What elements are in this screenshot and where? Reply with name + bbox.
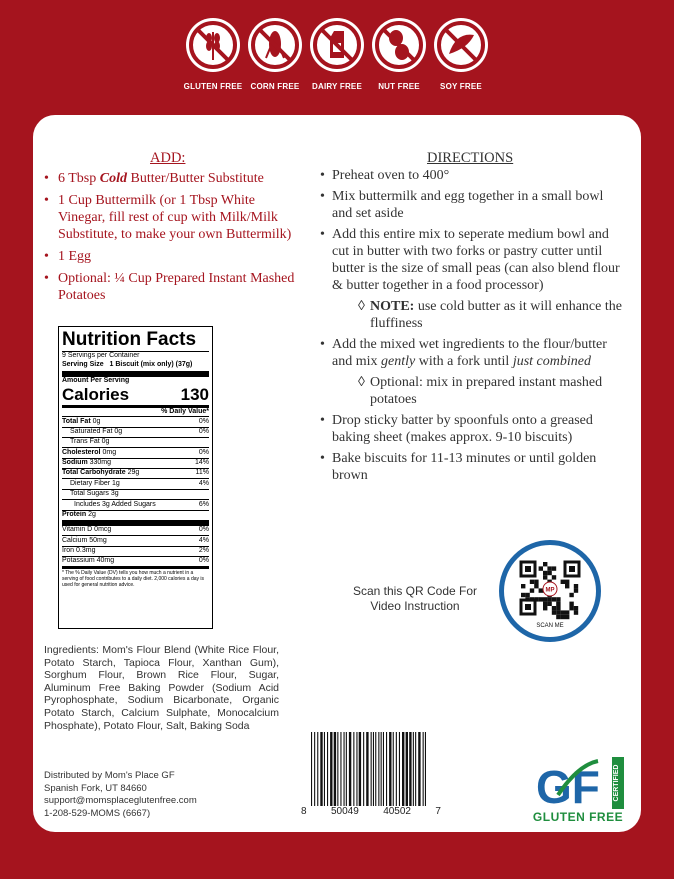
barcode-bar: [311, 732, 312, 806]
qr-module: [539, 597, 543, 601]
barcode-bar: [375, 732, 376, 806]
barcode-bar: [330, 732, 332, 806]
vitamin-row: [62, 526, 209, 535]
vitamin-rows: [62, 526, 209, 567]
add-list: [44, 170, 304, 309]
barcode-digit: 7: [435, 806, 441, 817]
step-text: Add the mixed wet ingredients to the flour/butter and mix: [332, 337, 607, 369]
distributor-line: Spanish Fork, UT 84660: [44, 782, 147, 794]
step-emphasis: gently: [381, 354, 416, 369]
vitamin-row: [62, 535, 209, 545]
qr-module: [530, 580, 534, 584]
serving-size-value: 1 Biscuit (mix only) (37g): [109, 360, 193, 368]
qr-module: [574, 606, 578, 610]
vitamin-dv: 0%: [198, 557, 209, 565]
nutrient-dv: 4%: [198, 479, 209, 487]
barcode-bar: [425, 732, 426, 806]
scan-me-label: SCAN ME: [536, 623, 564, 629]
nutrient-rows: [62, 416, 209, 520]
nutrient-dv: 0%: [198, 417, 209, 425]
qr-module: [561, 580, 565, 584]
nutrient-label: [62, 418, 100, 427]
nutrient-name: Protein: [62, 510, 87, 518]
barcode-bar: [393, 732, 394, 806]
qr-module: [543, 571, 547, 575]
nutrient-amount: 330mg: [89, 459, 112, 467]
nutrient-dv: 0%: [198, 448, 209, 456]
qr-module: [569, 593, 573, 597]
direction-step: • Add this entire mix to seperate medium bowl and cut in butter with two forks or pastry cutter until butter is the size of small peas (can also blend flour & butter together in a food processor): [320, 226, 625, 294]
qr-module: [530, 588, 534, 592]
direction-step: • Bake biscuits for 11-13 minutes or until golden brown: [320, 450, 625, 484]
nutrient-name: Dietary Fiber: [70, 479, 111, 487]
nutrient-label: [62, 459, 111, 468]
nut-free-badge: [368, 18, 430, 91]
barcode-bar: [399, 732, 400, 806]
vitamin-name: Iron: [62, 547, 75, 555]
nutrient-name: Cholesterol: [62, 448, 101, 456]
step-text: with a fork until: [415, 354, 513, 369]
nutrient-dv: 6%: [198, 500, 209, 508]
qr-code-badge[interactable]: [499, 540, 601, 642]
qr-center-logo: MP: [545, 587, 555, 594]
barcode-bar: [363, 732, 364, 806]
qr-module: [539, 588, 543, 592]
barcode-bar: [356, 732, 357, 806]
distributor-info: [44, 770, 197, 820]
qr-module: [556, 615, 560, 619]
barcode-bar: [334, 732, 336, 806]
nutrient-label: [62, 511, 96, 520]
nutrient-amount: 29g: [127, 469, 140, 477]
gluten-free-label: GLUTEN FREE: [532, 810, 624, 824]
nutrient-amount: 3g: [110, 490, 119, 498]
qr-module: [543, 575, 547, 579]
qr-module: [543, 606, 547, 610]
nutrient-label: [70, 480, 120, 489]
qr-module: [574, 584, 578, 588]
barcode-digit: 50049: [330, 806, 359, 817]
vitamin-label: [62, 557, 114, 566]
optional-text: Optional: mix in prepared instant mashed potatoes: [370, 375, 603, 407]
qr-module: [565, 580, 569, 584]
note-text: use cold butter as it will enhance the fluffiness: [370, 299, 622, 331]
vitamin-name: Vitamin D: [62, 526, 93, 534]
add-item-text: 6 Tbsp: [58, 171, 100, 186]
qr-module: [534, 584, 538, 588]
directions-list: [320, 167, 625, 488]
calories-value: 130: [180, 385, 209, 405]
nutrition-footnote: * The % Daily Value (DV) tells you how much a nutrient in a serving of food contributes to a daily diet. 2,000 calories a day is used for general nutrition advice.: [62, 570, 205, 589]
diamond-bullet: ◊: [358, 375, 365, 390]
barcode-bar: [423, 732, 424, 806]
qr-module: [561, 610, 565, 614]
qr-module: [552, 606, 556, 610]
add-item: • 1 Egg: [44, 248, 304, 265]
gluten-free-badge: [182, 18, 244, 91]
qr-module: [561, 615, 565, 619]
badge-label: SOY FREE: [440, 82, 482, 91]
barcode-bar: [378, 732, 379, 806]
nutrient-row: [62, 447, 209, 457]
note-label: NOTE:: [370, 299, 415, 314]
qr-module: [521, 593, 525, 597]
qr-module: [539, 566, 543, 570]
barcode-bar: [381, 732, 382, 806]
nutrient-row: [62, 510, 209, 520]
nutrient-name: Total Fat: [62, 417, 91, 425]
qr-module: [552, 566, 556, 570]
qr-module: [547, 602, 551, 606]
add-item-text: Butter/Butter Substitute: [126, 171, 264, 186]
barcode: [307, 732, 430, 806]
barcode-bar: [373, 732, 374, 806]
daily-value-header: % Daily Value*: [161, 407, 209, 415]
servings-per-container: 9 Servings per Container: [62, 352, 140, 359]
soybean-crossed-icon: [434, 18, 488, 72]
vitamin-dv: 2%: [198, 547, 209, 555]
barcode-bar: [396, 732, 397, 806]
step-emphasis: just combined: [512, 354, 591, 369]
vitamin-label: [62, 537, 107, 546]
nutrient-label: [70, 490, 119, 499]
barcode-bar: [402, 732, 404, 806]
barcode-bar: [320, 732, 322, 806]
qr-module: [556, 597, 560, 601]
direction-step: • Mix buttermilk and egg together in a small bowl and set aside: [320, 188, 625, 222]
peanut-crossed-icon: [372, 18, 426, 72]
nutrient-row: [62, 478, 209, 488]
vitamin-amount: 40mg: [96, 557, 115, 565]
nutrient-name: Trans Fat: [70, 438, 100, 446]
direction-step: [320, 336, 625, 370]
distributor-line: Distributed by Mom's Place GF: [44, 770, 175, 781]
nutrient-name: Sodium: [62, 459, 88, 467]
amount-per-serving: Amount Per Serving: [62, 377, 130, 385]
vitamin-amount: 0mcg: [94, 526, 112, 534]
diamond-bullet: ◊: [358, 299, 365, 314]
qr-module: [547, 597, 551, 601]
nutrient-name: Total Carbohydrate: [62, 469, 126, 477]
nutrient-name: Saturated Fat: [70, 427, 113, 435]
distributor-email: support@momsplaceglutenfree.com: [44, 795, 197, 807]
soy-free-badge: [430, 18, 492, 91]
vitamin-name: Potassium: [62, 557, 95, 565]
vitamin-amount: 0.3mg: [76, 547, 96, 555]
barcode-bar: [386, 732, 387, 806]
badge-label: NUT FREE: [378, 82, 420, 91]
add-title: ADD:: [150, 150, 186, 166]
qr-code-icon: [504, 545, 596, 637]
vitamin-dv: 4%: [198, 536, 209, 544]
nutrient-amount: 0g: [114, 427, 123, 435]
nutrition-facts-panel: [58, 326, 213, 629]
nutrient-amount: 0g: [101, 438, 110, 446]
barcode-bar: [314, 732, 315, 806]
badge-label: CORN FREE: [250, 82, 300, 91]
qr-caption: Scan this QR Code For Video Instruction: [352, 584, 478, 613]
barcode-bar: [371, 732, 372, 806]
barcode-bar: [409, 732, 411, 806]
barcode-bar: [389, 732, 391, 806]
barcode-bar: [340, 732, 341, 806]
qr-module: [556, 602, 560, 606]
qr-module: [547, 571, 551, 575]
qr-module: [547, 566, 551, 570]
nutrient-amount: 0g: [92, 417, 101, 425]
ingredients-text: Ingredients: Mom's Flour Blend (White Rice Flour, Potato Starch, Tapioca Flour, Xanthan Gum), Sorghum Flour, Brown Rice Flour, Sugar, Aluminum Free Baking Powder (Sodium Acid Pyrophosphate, Sodium Bicarbonate, Organic Potato Starch, Calcium Sulphate, Monocalcium Phosphate), Potato Flour, Salt, Baking Soda: [44, 644, 279, 732]
nutrient-label: [70, 428, 122, 437]
barcode-bar: [344, 732, 345, 806]
qr-module: [521, 584, 525, 588]
barcode-bar: [413, 732, 414, 806]
nutrient-row: [62, 416, 209, 426]
directions-title: DIRECTIONS: [427, 150, 514, 166]
vitamin-amount: 50mg: [89, 536, 107, 544]
direction-optional: [320, 374, 625, 408]
direction-step: • Drop sticky batter by spoonfuls onto a greased baking sheet (makes approx. 9-10 biscuits): [320, 412, 625, 446]
badge-label: DAIRY FREE: [311, 82, 362, 91]
add-item: • Optional: ¼ Cup Prepared Instant Mashed Potatoes: [44, 270, 304, 304]
nutrient-row: [62, 468, 209, 478]
vitamin-row: [62, 546, 209, 556]
barcode-bar: [366, 732, 368, 806]
nutrient-row: [62, 499, 209, 509]
nutrient-label: [62, 449, 116, 458]
certified-label: CERTIFIED: [613, 764, 620, 802]
vitamin-dv: 0%: [198, 526, 209, 534]
badge-label: GLUTEN FREE: [183, 82, 243, 91]
add-item: [44, 170, 304, 187]
serving-size: [62, 361, 209, 370]
barcode-bar: [406, 732, 408, 806]
qr-module: [556, 606, 560, 610]
qr-module: [569, 602, 573, 606]
nutrient-amount: 2g: [88, 510, 96, 518]
nutrient-dv: 0%: [198, 427, 209, 435]
vitamin-label: [62, 547, 95, 556]
serving-size-label: Serving Size: [62, 360, 104, 368]
barcode-bar: [383, 732, 384, 806]
nutrient-label: [62, 469, 139, 478]
qr-module: [543, 562, 547, 566]
nutrient-name: Includes 3g Added Sugars: [74, 500, 156, 508]
nutrient-row: [62, 427, 209, 437]
barcode-bar: [353, 732, 354, 806]
nutrient-label: [74, 501, 156, 510]
vitamin-label: [62, 526, 111, 535]
nutrient-dv: 11%: [195, 469, 209, 477]
qr-module: [565, 584, 569, 588]
qr-module: [556, 610, 560, 614]
qr-module: [565, 610, 569, 614]
wheat-crossed-icon: [186, 18, 240, 72]
milk-carton-crossed-icon: [310, 18, 364, 72]
qr-module: [552, 610, 556, 614]
vitamin-row: [62, 556, 209, 566]
nutrient-row: [62, 489, 209, 499]
qr-module: [543, 602, 547, 606]
gf-letters: GF: [536, 761, 600, 813]
qr-module: [574, 588, 578, 592]
corn-crossed-icon: [248, 18, 302, 72]
barcode-bar: [349, 732, 351, 806]
barcode-bar: [346, 732, 347, 806]
barcode-bar: [337, 732, 338, 806]
nutrient-row: [62, 437, 209, 447]
barcode-digits: [301, 806, 441, 817]
qr-module: [525, 593, 529, 597]
qr-module: [569, 606, 573, 610]
qr-module: [552, 597, 556, 601]
qr-module: [574, 610, 578, 614]
qr-module: [565, 615, 569, 619]
corn-free-badge: [244, 18, 306, 91]
direction-note: [320, 298, 625, 332]
nutrient-dv: 14%: [194, 459, 209, 467]
dairy-free-badge: [306, 18, 368, 91]
nutrient-amount: 0mg: [102, 448, 117, 456]
qr-module: [534, 580, 538, 584]
barcode-bar: [324, 732, 325, 806]
barcode-bar: [415, 732, 416, 806]
vitamin-name: Calcium: [62, 536, 88, 544]
calories-label: Calories: [62, 385, 130, 405]
direction-step: • Preheat oven to 400°: [320, 167, 625, 184]
calories-row: [62, 386, 209, 405]
barcode-bar: [418, 732, 420, 806]
allergen-badges: [182, 18, 492, 100]
barcode-digit: 8: [301, 806, 307, 817]
nutrient-amount: 1g: [112, 479, 120, 487]
barcode-bar: [327, 732, 328, 806]
nutrient-label: [70, 438, 109, 447]
distributor-phone: 1-208-529-MOMS (6667): [44, 807, 151, 819]
add-item-emphasis: Cold: [99, 171, 127, 186]
nutrient-row: [62, 458, 209, 468]
barcode-digit: 40502: [383, 806, 411, 817]
add-item: • 1 Cup Buttermilk (or 1 Tbsp White Vinegar, fill rest of cup with Milk/Milk Substitute, to make your own Buttermilk): [44, 192, 304, 243]
barcode-bar: [317, 732, 318, 806]
qr-module: [552, 575, 556, 579]
barcode-bar: [359, 732, 361, 806]
qr-module: [543, 597, 547, 601]
nutrition-title: Nutrition Facts: [62, 329, 197, 350]
nutrient-name: Total Sugars: [70, 490, 109, 498]
